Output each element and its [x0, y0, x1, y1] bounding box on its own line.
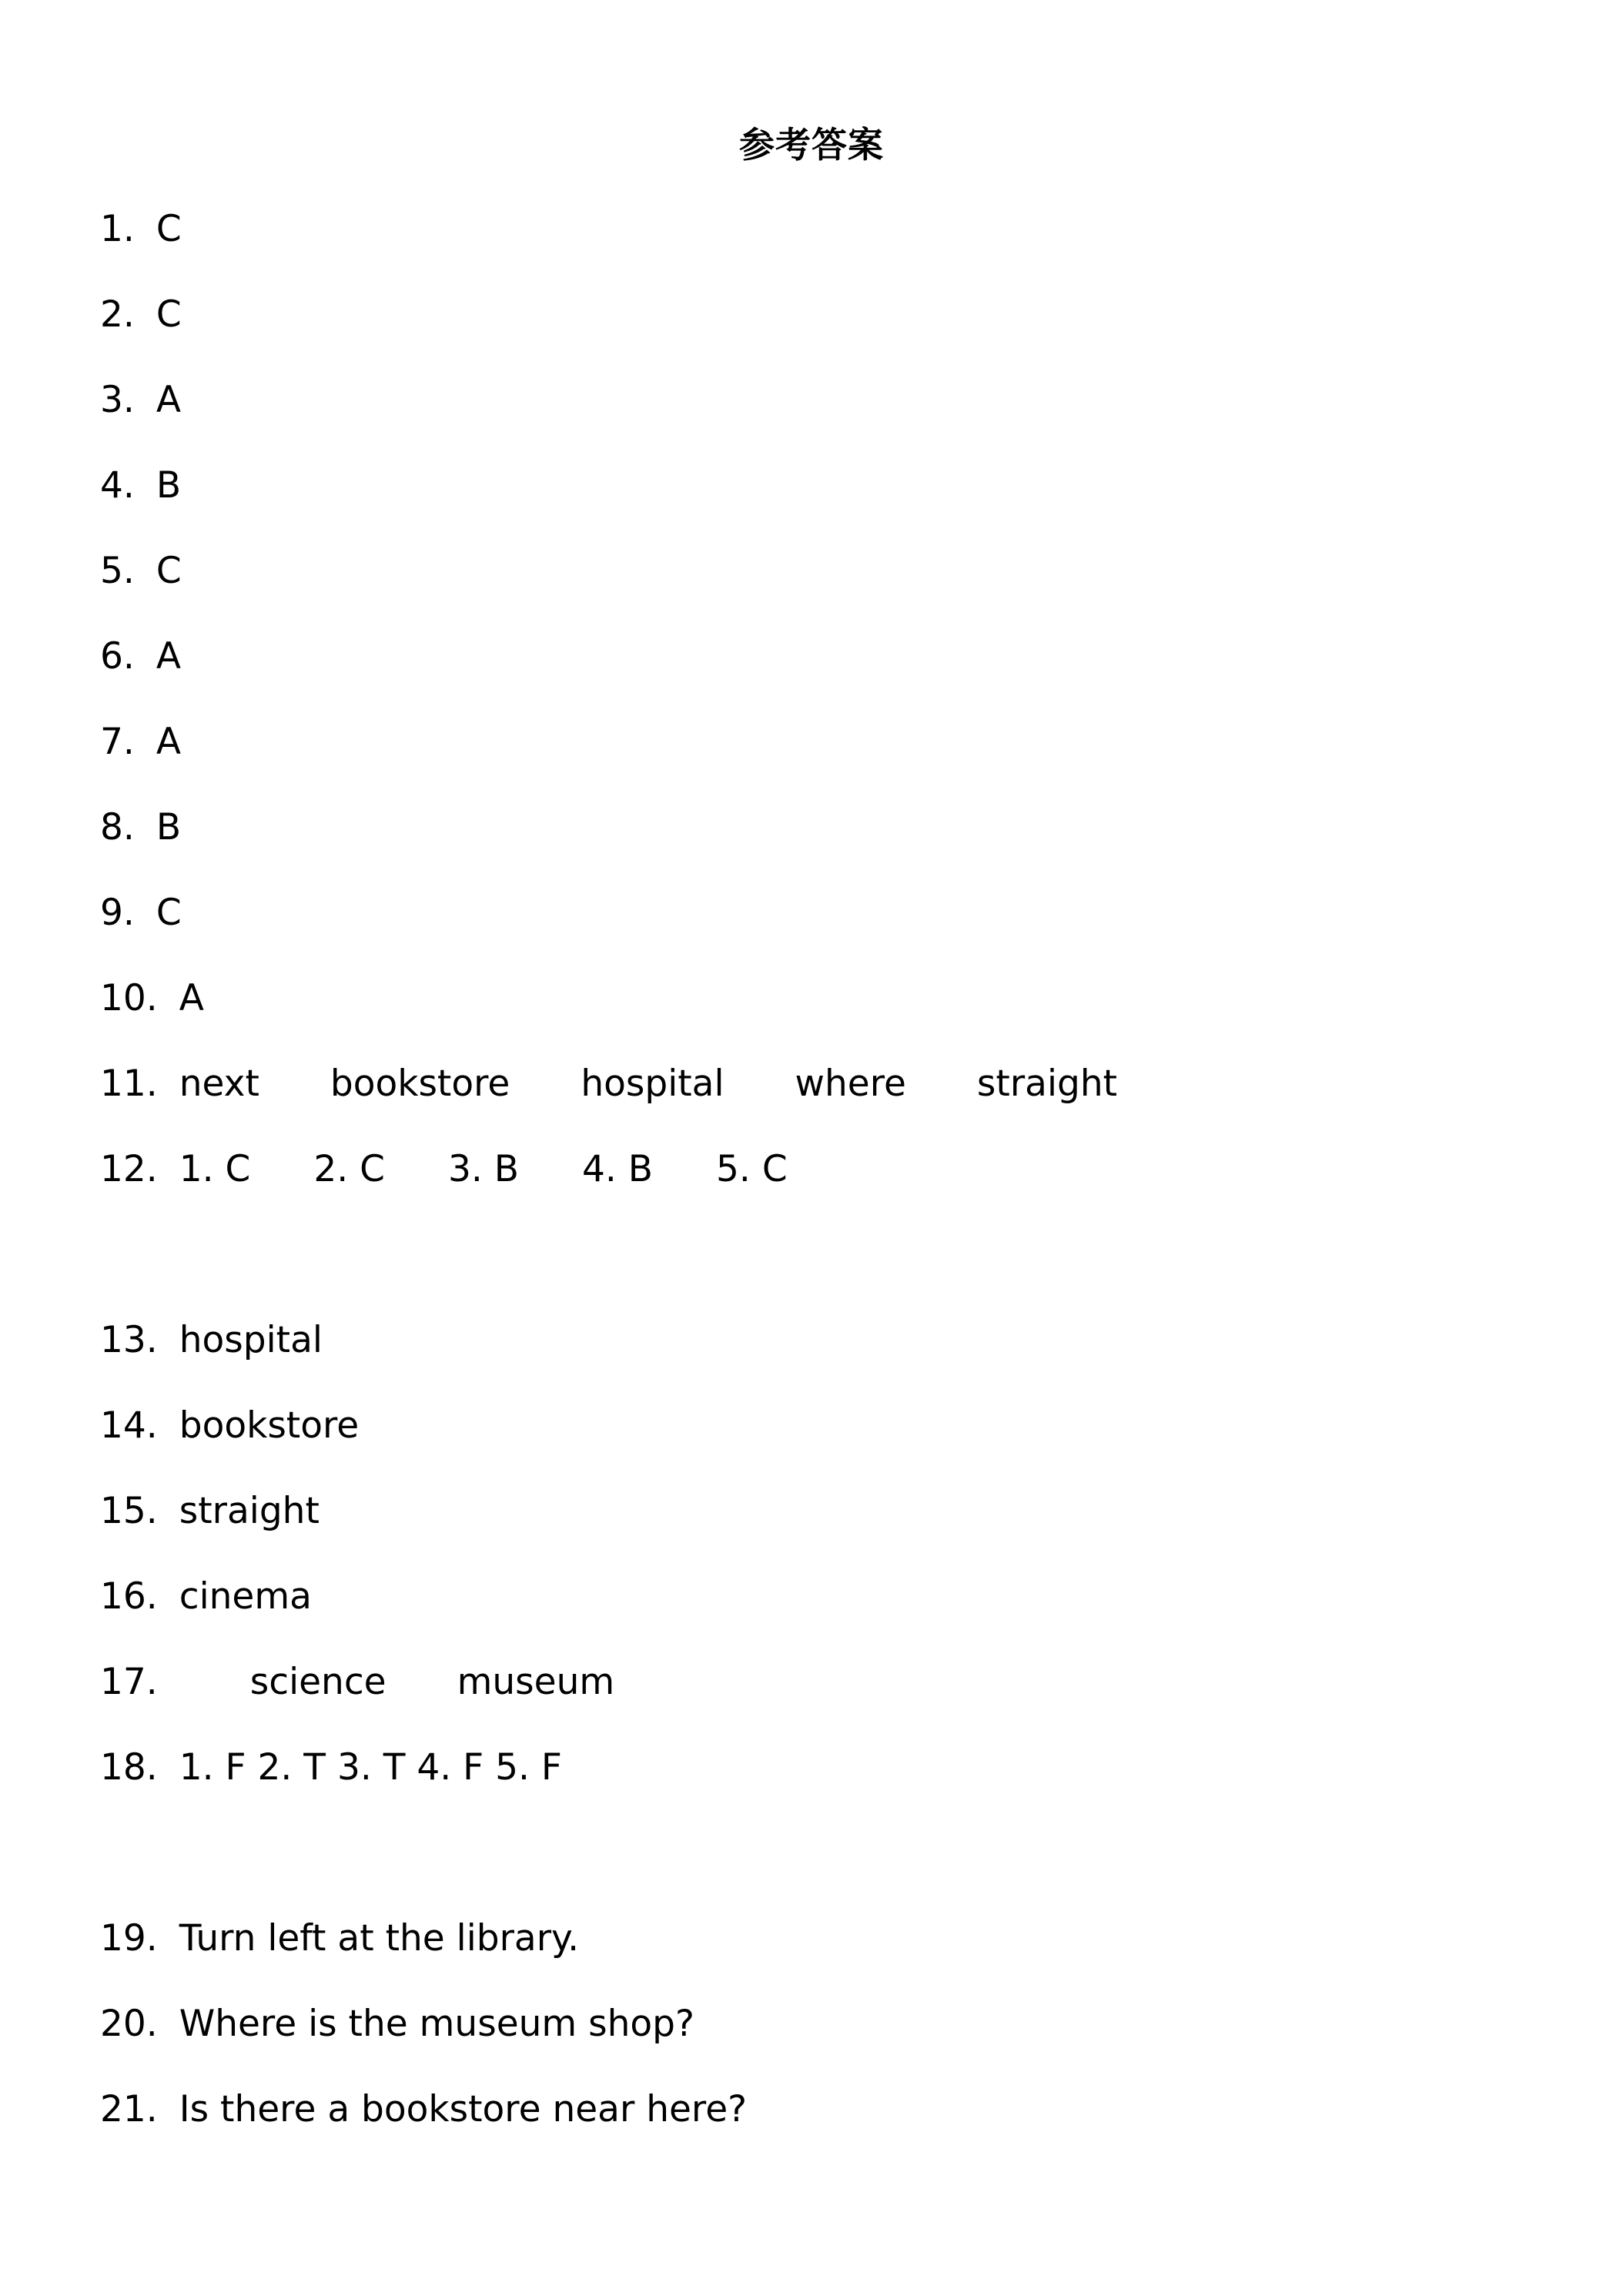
answer-part: straight [976, 1063, 1118, 1105]
answer-item [100, 1745, 562, 1791]
answer-number: 14. [100, 1404, 158, 1447]
answer-number: 3. [100, 379, 135, 421]
answer-number: 16. [100, 1575, 158, 1618]
answer-number: 19. [100, 1917, 158, 1960]
answer-value: C [156, 208, 182, 250]
answer-number: 17. [100, 1661, 158, 1703]
page-title: 参考答案 [739, 124, 884, 166]
answer-item [100, 634, 181, 680]
answer-part: 2. C [313, 1148, 385, 1190]
answer-number: 11. [100, 1063, 158, 1105]
answer-value: A [179, 977, 204, 1019]
answer-part: 3. B [447, 1148, 519, 1190]
answer-value: B [156, 464, 182, 507]
answer-number: 6. [100, 635, 135, 678]
answer-value: B [156, 806, 182, 848]
answer-number: 1. [100, 208, 135, 250]
answer-item [100, 463, 181, 509]
answer-item [100, 2087, 747, 2133]
answer-part: 1. C [179, 1148, 251, 1190]
answer-item [100, 1317, 323, 1364]
answer-item [100, 206, 182, 253]
answer-item [100, 719, 181, 765]
answer-value: straight [179, 1490, 320, 1532]
answer-item [100, 1916, 579, 1962]
answer-value: Is there a bookstore near here? [179, 2088, 748, 2130]
answer-part: bookstore [330, 1063, 510, 1105]
answer-number: 20. [100, 2003, 158, 2045]
answer-item [100, 2001, 694, 2047]
answer-item [100, 292, 182, 338]
answer-value: Where is the museum shop? [179, 2003, 694, 2045]
answer-number: 18. [100, 1746, 158, 1789]
answer-number: 15. [100, 1490, 158, 1532]
answer-item [100, 377, 181, 423]
answer-value: C [156, 892, 182, 934]
answer-item [100, 1061, 1117, 1107]
answer-value: A [156, 635, 181, 678]
answer-number: 13. [100, 1319, 158, 1361]
answer-part: science [249, 1661, 387, 1703]
answer-item [100, 890, 182, 936]
answer-part: hospital [581, 1063, 724, 1105]
answer-item [100, 1659, 614, 1705]
answer-value: A [156, 379, 181, 421]
answer-value: 1. F 2. T 3. T 4. F 5. F [179, 1746, 562, 1789]
answer-item [100, 1146, 788, 1193]
answer-number: 5. [100, 550, 135, 592]
answer-number: 10. [100, 977, 158, 1019]
answer-item [100, 1574, 312, 1620]
answer-number: 21. [100, 2088, 158, 2130]
answer-part: 5. C [716, 1148, 788, 1190]
answer-part: next [179, 1063, 259, 1105]
answer-value: A [156, 721, 181, 763]
answer-item [100, 805, 181, 851]
answer-number: 12. [100, 1148, 158, 1190]
answer-value: Turn left at the library. [179, 1917, 580, 1960]
answer-item [100, 976, 204, 1022]
answer-value: hospital [179, 1319, 323, 1361]
answer-value: C [156, 550, 182, 592]
answer-number: 7. [100, 721, 135, 763]
answer-item [100, 1403, 359, 1449]
answer-part: where [795, 1063, 906, 1105]
answer-number: 4. [100, 464, 135, 507]
answer-part: museum [457, 1661, 615, 1703]
answer-value: C [156, 293, 182, 336]
answer-value: bookstore [179, 1404, 360, 1447]
answer-number: 8. [100, 806, 135, 848]
answer-item [100, 548, 182, 594]
answer-item [100, 1488, 320, 1535]
answer-value: cinema [179, 1575, 312, 1618]
answer-number: 2. [100, 293, 135, 336]
answer-number: 9. [100, 892, 135, 934]
answer-part: 4. B [582, 1148, 654, 1190]
